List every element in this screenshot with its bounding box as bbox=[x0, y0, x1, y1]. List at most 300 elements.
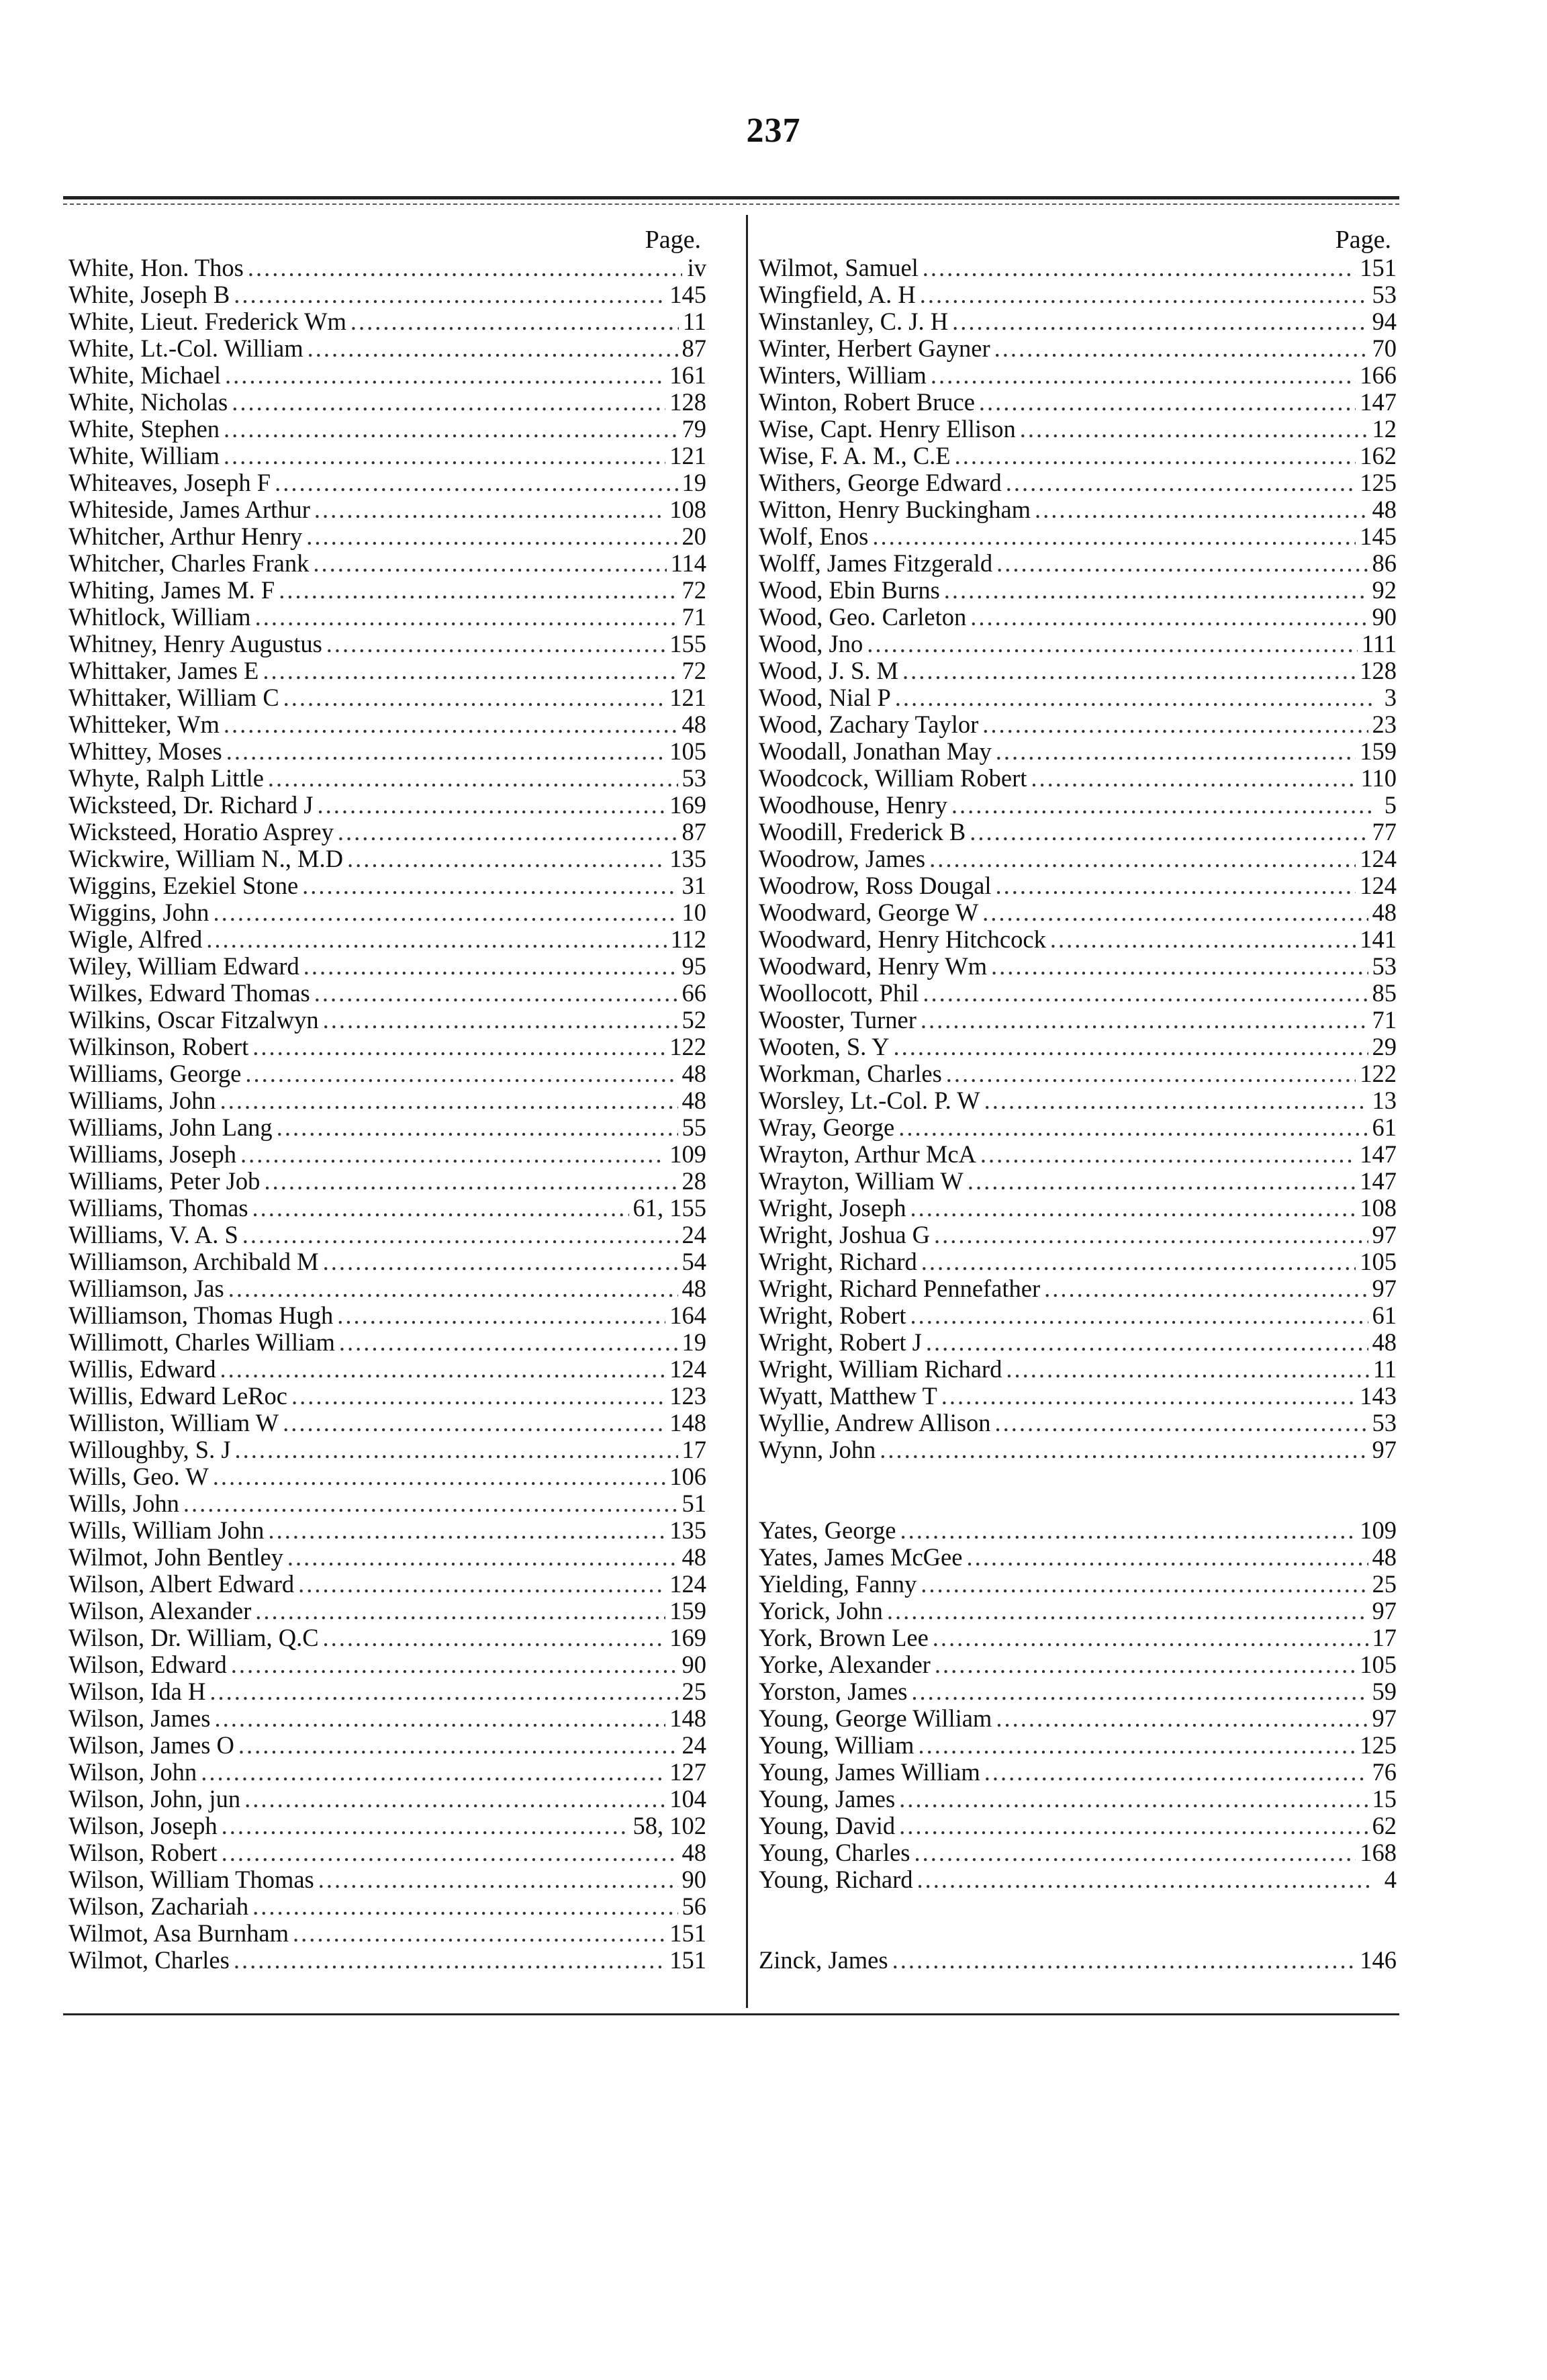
entry-page: 124 bbox=[669, 1355, 706, 1383]
entry-name: Woodrow, Ross Dougal bbox=[759, 872, 992, 899]
dot-leader bbox=[946, 1060, 1356, 1087]
entry-page: 17 bbox=[682, 1436, 706, 1463]
entry-name: Willimott, Charles William bbox=[68, 1328, 335, 1356]
index-entry bbox=[68, 1490, 706, 1517]
dot-leader bbox=[298, 1571, 665, 1598]
entry-page: 86 bbox=[1372, 549, 1397, 577]
dot-leader bbox=[941, 1383, 1356, 1410]
entry-page: 3 bbox=[1384, 684, 1397, 711]
entry-name: Woollocott, Phil bbox=[759, 979, 919, 1007]
entry-page: 105 bbox=[1360, 1651, 1397, 1678]
entry-name: Wyllie, Andrew Allison bbox=[759, 1409, 991, 1436]
entry-page: 124 bbox=[1360, 872, 1397, 899]
entry-name: Woodall, Jonathan May bbox=[759, 737, 992, 765]
top-rule bbox=[63, 196, 1399, 199]
entry-name: Williamson, Thomas Hugh bbox=[68, 1301, 334, 1329]
entry-page: 135 bbox=[669, 845, 706, 872]
entry-page: 71 bbox=[1372, 1006, 1397, 1034]
index-entry bbox=[68, 953, 706, 980]
index-entry bbox=[759, 926, 1397, 953]
dot-leader bbox=[201, 1759, 665, 1786]
dot-leader bbox=[220, 1356, 666, 1383]
entry-page: 70 bbox=[1372, 334, 1397, 362]
entry-page: 104 bbox=[669, 1785, 706, 1813]
entry-name: Whitcher, Arthur Henry bbox=[68, 522, 303, 550]
entry-page: 61, 155 bbox=[632, 1194, 706, 1222]
entry-page: 128 bbox=[1360, 657, 1397, 684]
entry-page: 29 bbox=[1372, 1033, 1397, 1060]
entry-name: Yorke, Alexander bbox=[759, 1651, 931, 1678]
entry-page: 55 bbox=[682, 1113, 706, 1141]
index-entry bbox=[759, 1114, 1397, 1141]
entry-name: White, Joseph B bbox=[68, 281, 230, 308]
entry-name: Wicksteed, Horatio Asprey bbox=[68, 818, 334, 845]
entry-page: 124 bbox=[669, 1570, 706, 1598]
dot-leader bbox=[326, 631, 665, 657]
index-entry bbox=[759, 1759, 1397, 1786]
entry-name: Yates, James McGee bbox=[759, 1543, 963, 1571]
entry-page: 15 bbox=[1372, 1785, 1397, 1813]
index-entry bbox=[68, 523, 706, 550]
entry-page: 164 bbox=[669, 1301, 706, 1329]
index-entry bbox=[759, 550, 1397, 577]
dot-leader bbox=[944, 577, 1368, 604]
index-entry bbox=[759, 1168, 1397, 1195]
entry-page: 128 bbox=[669, 388, 706, 416]
dot-leader bbox=[234, 1947, 665, 1974]
index-entry bbox=[759, 1087, 1397, 1114]
dot-leader bbox=[968, 1168, 1356, 1195]
entry-name: Whitteker, Wm bbox=[68, 711, 220, 738]
entry-name: Yorston, James bbox=[759, 1678, 908, 1705]
dot-leader bbox=[952, 308, 1368, 335]
entry-name: Zinck, James bbox=[759, 1946, 888, 1974]
index-entry bbox=[759, 1544, 1397, 1571]
index-entry bbox=[68, 1141, 706, 1168]
index-entry bbox=[68, 1947, 706, 1974]
entry-page: 112 bbox=[670, 925, 706, 953]
index-entry bbox=[759, 1571, 1397, 1598]
dot-leader bbox=[1031, 765, 1356, 792]
entry-page: 77 bbox=[1372, 818, 1397, 845]
index-entry bbox=[759, 1034, 1397, 1060]
entry-page: 121 bbox=[669, 684, 706, 711]
index-entry bbox=[759, 1839, 1397, 1866]
dot-leader bbox=[268, 765, 678, 792]
dot-leader bbox=[238, 1732, 678, 1759]
entry-name: Wrayton, William W bbox=[759, 1167, 964, 1195]
right-entry-list-y bbox=[759, 1517, 1397, 1893]
dot-leader bbox=[252, 1195, 629, 1222]
dot-leader bbox=[323, 1624, 666, 1651]
section-gap bbox=[759, 1490, 1397, 1517]
index-entry bbox=[759, 469, 1397, 496]
index-entry bbox=[759, 577, 1397, 604]
entry-name: Wood, Ebin Burns bbox=[759, 576, 940, 604]
dot-leader bbox=[921, 1248, 1356, 1275]
entry-name: Wooster, Turner bbox=[759, 1006, 917, 1034]
dot-leader bbox=[872, 523, 1356, 550]
left-page-header: Page. bbox=[645, 226, 701, 254]
entry-name: Willoughby, S. J bbox=[68, 1436, 231, 1463]
entry-page: 53 bbox=[1372, 952, 1397, 980]
entry-page: 66 bbox=[682, 979, 706, 1007]
dot-leader bbox=[224, 416, 677, 443]
entry-page: 147 bbox=[1360, 388, 1397, 416]
index-entry bbox=[68, 362, 706, 389]
dot-leader bbox=[984, 1759, 1368, 1786]
entry-page: 61 bbox=[1372, 1113, 1397, 1141]
entry-page: 5 bbox=[1384, 791, 1397, 819]
index-entry bbox=[68, 1383, 706, 1410]
dot-leader bbox=[232, 389, 665, 416]
index-entry bbox=[68, 926, 706, 953]
dot-leader bbox=[291, 1383, 665, 1410]
entry-name: Williams, V. A. S bbox=[68, 1221, 238, 1248]
entry-name: White, Lieut. Frederick Wm bbox=[68, 308, 346, 335]
dot-leader bbox=[314, 980, 678, 1007]
index-entry bbox=[68, 980, 706, 1007]
dot-leader bbox=[899, 1813, 1368, 1839]
entry-page: 25 bbox=[1372, 1570, 1397, 1598]
entry-page: 124 bbox=[1360, 845, 1397, 872]
dot-leader bbox=[1044, 1275, 1368, 1302]
section-gap bbox=[759, 1463, 1397, 1490]
index-entry bbox=[68, 711, 706, 738]
entry-name: Woodill, Frederick B bbox=[759, 818, 966, 845]
index-entry bbox=[68, 738, 706, 765]
entry-name: Wilson, John bbox=[68, 1758, 197, 1786]
index-entry bbox=[759, 523, 1397, 550]
dot-leader bbox=[302, 872, 677, 899]
entry-name: Wilkins, Oscar Fitzalwyn bbox=[68, 1006, 319, 1034]
dot-leader bbox=[317, 792, 665, 819]
dot-leader bbox=[235, 1436, 678, 1463]
entry-name: Williams, Peter Job bbox=[68, 1167, 261, 1195]
entry-name: Williams, George bbox=[68, 1060, 242, 1087]
index-entry bbox=[68, 1087, 706, 1114]
index-entry bbox=[68, 1034, 706, 1060]
dot-leader bbox=[275, 469, 677, 496]
index-entry bbox=[68, 604, 706, 631]
entry-page: 10 bbox=[682, 899, 706, 926]
dot-leader bbox=[991, 953, 1368, 980]
dot-leader bbox=[264, 1168, 677, 1195]
entry-name: Wrayton, Arthur McA bbox=[759, 1140, 976, 1168]
entry-page: 61 bbox=[1372, 1301, 1397, 1329]
entry-name: Wilmot, Asa Burnham bbox=[68, 1919, 289, 1947]
entry-page: 13 bbox=[1372, 1087, 1397, 1114]
entry-page: 148 bbox=[669, 1704, 706, 1732]
entry-name: Young, James bbox=[759, 1785, 896, 1813]
index-entry bbox=[759, 1060, 1397, 1087]
index-entry bbox=[68, 1651, 706, 1678]
index-entry bbox=[68, 1866, 706, 1893]
dot-leader bbox=[970, 604, 1368, 631]
dot-leader bbox=[350, 308, 679, 335]
dot-leader bbox=[995, 1410, 1368, 1436]
entry-name: Wilson, Robert bbox=[68, 1839, 218, 1866]
index-entry bbox=[759, 389, 1397, 416]
left-entry-list bbox=[68, 255, 706, 1974]
entry-page: 53 bbox=[1372, 281, 1397, 308]
entry-name: Wise, F. A. M., C.E bbox=[759, 442, 951, 469]
entry-name: Young, William bbox=[759, 1731, 915, 1759]
dot-leader bbox=[213, 899, 677, 926]
entry-name: Williams, John bbox=[68, 1087, 216, 1114]
entry-name: Witton, Henry Buckingham bbox=[759, 496, 1031, 523]
entry-name: Wright, Joshua G bbox=[759, 1221, 931, 1248]
entry-name: Whitlock, William bbox=[68, 603, 251, 631]
entry-page: 151 bbox=[669, 1919, 706, 1947]
entry-name: Wood, Nial P bbox=[759, 684, 891, 711]
entry-name: Wilmot, Charles bbox=[68, 1946, 230, 1974]
index-entry bbox=[759, 765, 1397, 792]
dot-leader bbox=[910, 1302, 1368, 1329]
entry-page: 105 bbox=[1360, 1248, 1397, 1275]
entry-name: Wright, Richard bbox=[759, 1248, 917, 1275]
entry-page: 125 bbox=[1360, 469, 1397, 496]
dot-leader bbox=[220, 1087, 678, 1114]
dot-leader bbox=[245, 1060, 677, 1087]
dot-leader bbox=[982, 899, 1368, 926]
entry-page: 56 bbox=[682, 1892, 706, 1920]
entry-name: Workman, Charles bbox=[759, 1060, 942, 1087]
dot-leader bbox=[287, 1544, 678, 1571]
index-entry bbox=[68, 1114, 706, 1141]
dot-leader bbox=[1006, 1356, 1369, 1383]
index-entry bbox=[68, 1624, 706, 1651]
index-entry bbox=[68, 1517, 706, 1544]
dot-leader bbox=[268, 1517, 665, 1544]
dot-leader bbox=[921, 1007, 1368, 1034]
dot-leader bbox=[933, 1624, 1368, 1651]
dot-leader bbox=[931, 362, 1356, 389]
index-entry bbox=[68, 1598, 706, 1624]
dot-leader bbox=[183, 1490, 678, 1517]
dot-leader bbox=[234, 281, 665, 308]
index-entry bbox=[759, 1329, 1397, 1356]
entry-page: 54 bbox=[682, 1248, 706, 1275]
index-entry bbox=[759, 792, 1397, 819]
dot-leader bbox=[979, 389, 1356, 416]
entry-page: 141 bbox=[1360, 925, 1397, 953]
entry-page: 161 bbox=[669, 361, 706, 389]
dot-leader bbox=[338, 819, 678, 845]
entry-page: 79 bbox=[682, 415, 706, 443]
entry-name: Woodrow, James bbox=[759, 845, 926, 872]
entry-page: 11 bbox=[682, 308, 706, 335]
entry-name: Wood, Zachary Taylor bbox=[759, 711, 979, 738]
dot-leader bbox=[263, 657, 677, 684]
index-entry bbox=[68, 1813, 706, 1839]
entry-name: Woodward, Henry Wm bbox=[759, 952, 988, 980]
dot-leader bbox=[231, 1651, 678, 1678]
index-entry bbox=[68, 819, 706, 845]
dot-leader bbox=[892, 1947, 1356, 1974]
entry-page: 92 bbox=[1372, 576, 1397, 604]
entry-page: 148 bbox=[669, 1409, 706, 1436]
entry-page: 90 bbox=[1372, 603, 1397, 631]
entry-page: 72 bbox=[682, 657, 706, 684]
index-entry bbox=[68, 496, 706, 523]
index-entry bbox=[68, 1302, 706, 1329]
index-entry bbox=[759, 1947, 1397, 1974]
index-entry bbox=[759, 1651, 1397, 1678]
index-entry bbox=[68, 1222, 706, 1248]
entry-name: Wilkinson, Robert bbox=[68, 1033, 249, 1060]
index-entry bbox=[759, 684, 1397, 711]
dot-leader bbox=[910, 1195, 1356, 1222]
right-entry-list-w bbox=[759, 255, 1397, 1463]
entry-name: Whitney, Henry Augustus bbox=[68, 630, 322, 657]
index-entry bbox=[68, 1195, 706, 1222]
entry-name: Whiteaves, Joseph F bbox=[68, 469, 271, 496]
entry-name: Wilson, Alexander bbox=[68, 1597, 252, 1624]
dot-leader bbox=[918, 1732, 1356, 1759]
entry-name: Wise, Capt. Henry Ellison bbox=[759, 415, 1016, 443]
index-entry bbox=[759, 416, 1397, 443]
index-entry bbox=[68, 899, 706, 926]
dot-leader bbox=[242, 1222, 678, 1248]
bottom-rule bbox=[63, 2013, 1399, 2015]
dot-leader bbox=[313, 550, 666, 577]
entry-name: Wilson, Albert Edward bbox=[68, 1570, 295, 1598]
dot-leader bbox=[1050, 926, 1356, 953]
dot-leader bbox=[982, 711, 1368, 738]
entry-page: 53 bbox=[682, 764, 706, 792]
entry-page: 48 bbox=[682, 1087, 706, 1114]
entry-page: 105 bbox=[669, 737, 706, 765]
index-entry bbox=[759, 281, 1397, 308]
entry-page: 87 bbox=[682, 334, 706, 362]
entry-page: 168 bbox=[1360, 1839, 1397, 1866]
right-page-header: Page. bbox=[1335, 226, 1391, 254]
entry-page: 53 bbox=[1372, 1409, 1397, 1436]
entry-name: Wray, George bbox=[759, 1113, 895, 1141]
entry-name: Whittaker, James E bbox=[68, 657, 259, 684]
dot-leader bbox=[1020, 416, 1368, 443]
entry-page: 109 bbox=[1360, 1516, 1397, 1544]
entry-name: Wickwire, William N., M.D bbox=[68, 845, 343, 872]
index-entry bbox=[68, 872, 706, 899]
entry-page: 19 bbox=[682, 1328, 706, 1356]
entry-name: Wilson, Dr. William, Q.C bbox=[68, 1624, 319, 1651]
index-entry bbox=[759, 335, 1397, 362]
entry-page: 159 bbox=[1360, 737, 1397, 765]
entry-name: York, Brown Lee bbox=[759, 1624, 929, 1651]
dot-leader bbox=[213, 1463, 666, 1490]
entry-page: 146 bbox=[1360, 1946, 1397, 1974]
entry-page: 169 bbox=[669, 791, 706, 819]
index-entry bbox=[68, 255, 706, 281]
index-entry bbox=[759, 255, 1397, 281]
index-entry bbox=[759, 1356, 1397, 1383]
entry-name: Wilson, Edward bbox=[68, 1651, 227, 1678]
entry-page: 97 bbox=[1372, 1597, 1397, 1624]
entry-name: Wood, Jno bbox=[759, 630, 863, 657]
index-entry bbox=[759, 738, 1397, 765]
index-entry bbox=[68, 1786, 706, 1813]
dot-leader bbox=[206, 926, 666, 953]
entry-name: Young, Richard bbox=[759, 1866, 913, 1893]
entry-page: 97 bbox=[1372, 1704, 1397, 1732]
entry-name: Young, George William bbox=[759, 1704, 992, 1732]
entry-page: 48 bbox=[682, 1060, 706, 1087]
dot-leader bbox=[951, 792, 1372, 819]
entry-page: 162 bbox=[1360, 442, 1397, 469]
index-entry bbox=[759, 1866, 1397, 1893]
entry-name: Woodward, Henry Hitchcock bbox=[759, 925, 1046, 953]
entry-name: Wiley, William Edward bbox=[68, 952, 299, 980]
entry-name: Whitcher, Charles Frank bbox=[68, 549, 310, 577]
dot-leader bbox=[920, 281, 1368, 308]
dot-leader bbox=[902, 657, 1356, 684]
entry-page: 145 bbox=[1360, 522, 1397, 550]
entry-name: Williams, Joseph bbox=[68, 1140, 236, 1168]
index-entry bbox=[759, 1786, 1397, 1813]
entry-page: 48 bbox=[1372, 899, 1397, 926]
index-entry bbox=[68, 1544, 706, 1571]
entry-name: Wingfield, A. H bbox=[759, 281, 916, 308]
index-entry bbox=[759, 1732, 1397, 1759]
entry-page: 48 bbox=[1372, 496, 1397, 523]
dot-leader bbox=[980, 1141, 1356, 1168]
entry-name: Williams, John Lang bbox=[68, 1113, 273, 1141]
dot-leader bbox=[339, 1329, 678, 1356]
index-entry bbox=[68, 792, 706, 819]
index-entry bbox=[68, 1920, 706, 1947]
entry-page: 94 bbox=[1372, 308, 1397, 335]
entry-page: 145 bbox=[669, 281, 706, 308]
entry-name: Wright, Richard Pennefather bbox=[759, 1275, 1041, 1302]
dot-leader bbox=[921, 1571, 1368, 1598]
section-gap bbox=[759, 1893, 1397, 1920]
index-entry bbox=[759, 872, 1397, 899]
index-entry bbox=[759, 1195, 1397, 1222]
dot-leader bbox=[240, 1141, 665, 1168]
index-entry bbox=[68, 1893, 706, 1920]
entry-page: 90 bbox=[682, 1866, 706, 1893]
entry-name: Wills, William John bbox=[68, 1516, 265, 1544]
entry-page: 121 bbox=[669, 442, 706, 469]
index-entry bbox=[759, 1678, 1397, 1705]
entry-page: 23 bbox=[1372, 711, 1397, 738]
index-entry bbox=[68, 469, 706, 496]
entry-page: 12 bbox=[1372, 415, 1397, 443]
index-entry bbox=[759, 953, 1397, 980]
index-entry bbox=[68, 335, 706, 362]
index-entry bbox=[759, 845, 1397, 872]
entry-name: Young, David bbox=[759, 1812, 896, 1839]
dot-leader bbox=[1006, 469, 1356, 496]
entry-page: 48 bbox=[682, 711, 706, 738]
entry-name: Wright, Robert J bbox=[759, 1328, 922, 1356]
entry-name: White, Nicholas bbox=[68, 388, 228, 416]
index-entry bbox=[68, 684, 706, 711]
dot-leader bbox=[893, 1034, 1368, 1060]
entry-page: 106 bbox=[669, 1463, 706, 1490]
entry-page: 95 bbox=[682, 952, 706, 980]
entry-name: Yorick, John bbox=[759, 1597, 883, 1624]
index-entry bbox=[759, 899, 1397, 926]
entry-page: 48 bbox=[682, 1839, 706, 1866]
entry-name: White, Hon. Thos bbox=[68, 254, 244, 281]
dot-leader bbox=[252, 1034, 665, 1060]
entry-name: Wooten, S. Y bbox=[759, 1033, 890, 1060]
index-entry bbox=[759, 631, 1397, 657]
dot-leader bbox=[226, 738, 665, 765]
